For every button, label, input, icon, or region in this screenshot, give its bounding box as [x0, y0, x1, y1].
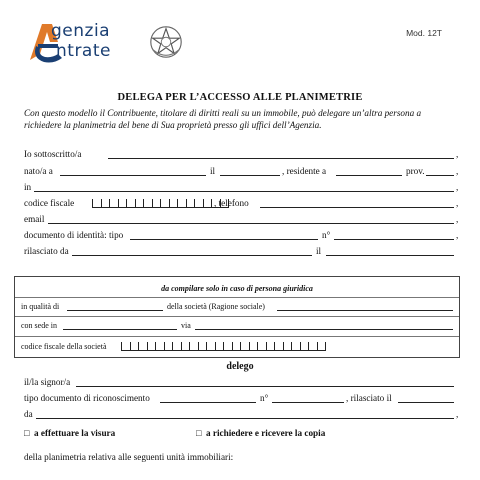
agenzia-entrate-logo [28, 20, 156, 64]
label-copia: a richiedere e ricevere la copia [206, 428, 326, 438]
row-codice-fiscale: codice fiscale , telefono , [24, 198, 459, 208]
separator [15, 336, 459, 337]
row-delegato-da: da , [24, 409, 459, 419]
persona-giuridica-box [14, 276, 460, 358]
label-il-rilascio: il [316, 246, 322, 256]
label-codice-fiscale: codice fiscale [24, 198, 75, 208]
row-delegato-documento [24, 393, 460, 405]
label-tipo-documento: tipo documento di riconoscimento [24, 393, 150, 403]
row-planimetria [24, 452, 460, 464]
label-rilasciato-il: , rilasciato il [346, 393, 392, 403]
page-title: DELEGA PER L’ACCESSO ALLE PLANIMETRIE [117, 92, 363, 103]
visura-checkbox[interactable]: □ [24, 428, 30, 438]
rilasciato-da-field[interactable] [72, 246, 312, 256]
label-in: in [24, 182, 32, 192]
label-residente: , residente a [282, 166, 327, 176]
separator [15, 297, 459, 298]
row-opzioni [24, 428, 460, 440]
label-qualita: in qualità di [21, 302, 60, 311]
sede-field[interactable] [63, 321, 177, 330]
copia-checkbox[interactable]: □ [196, 428, 202, 438]
row-documento: documento di identità: tipo n° , [24, 230, 459, 240]
row-qualita [21, 302, 453, 313]
label-planimetria: della planimetria relativa alle seguenti unità immobiliari: [24, 452, 234, 462]
label-prov: prov. [406, 166, 425, 176]
label-cf-societa: codice fiscale della società [21, 342, 107, 351]
row-indirizzo: in , [24, 182, 459, 192]
label-il: il [210, 166, 216, 176]
tipo-documento-field[interactable] [130, 230, 318, 240]
intro-text: Con questo modello il Contribuente, titolare di diritti reali su un immobile, può delegare un’altra persona a richiedere la planimetria del bene di Sua proprietà presso gli uffici dell’Agenzia. [24, 108, 422, 130]
delegato-data-rilascio-field[interactable] [398, 393, 454, 403]
data-nascita-field[interactable] [220, 166, 280, 176]
provincia-field[interactable] [426, 166, 454, 176]
persona-giuridica-title: da compilare solo in caso di persona giuridica [161, 284, 313, 293]
label-delegato-numero: n° [260, 393, 269, 403]
cf-societa-boxes[interactable] [121, 342, 326, 350]
luogo-nascita-field[interactable] [60, 166, 206, 176]
delego-heading: delego [226, 361, 254, 372]
telefono-field[interactable] [260, 198, 454, 208]
data-rilascio-field[interactable] [326, 246, 454, 256]
codice-fiscale-boxes[interactable] [92, 199, 229, 207]
label-signor: il/la signor/a [24, 377, 71, 387]
row-email: email , [24, 214, 459, 224]
delegato-tipo-documento-field[interactable] [160, 393, 256, 403]
row-rilasciato [24, 246, 460, 258]
label-telefono: , telefono [214, 198, 249, 208]
label-sottoscritto: Io sottoscritto/a [24, 149, 82, 159]
delegato-numero-field[interactable] [272, 393, 344, 403]
label-documento: documento di identità: tipo [24, 230, 124, 240]
logo-line2: ntrate [56, 41, 111, 61]
label-email: email [24, 214, 45, 224]
label-rilasciato-da: rilasciato da [24, 246, 69, 256]
row-delegato [24, 377, 460, 389]
model-code: Mod. 12T [406, 28, 442, 38]
separator [15, 316, 459, 317]
delegato-nome-field[interactable] [76, 377, 454, 387]
italian-republic-emblem-icon [147, 23, 185, 61]
label-da: da [24, 409, 33, 419]
label-nato: nato/a a [24, 166, 53, 176]
via-field[interactable] [195, 321, 453, 330]
residenza-field[interactable] [336, 166, 402, 176]
label-sede: con sede in [21, 321, 57, 330]
row-sottoscritto: Io sottoscritto/a , [24, 149, 459, 159]
email-field[interactable] [48, 214, 454, 224]
numero-documento-field[interactable] [334, 230, 454, 240]
sottoscritto-field[interactable] [108, 149, 454, 159]
ragione-sociale-field[interactable] [277, 302, 453, 311]
label-societa: della società (Ragione sociale) [167, 302, 265, 311]
row-sede [21, 321, 453, 332]
label-visura: a effettuare la visura [34, 428, 116, 438]
logo-line1: genzia [51, 21, 111, 41]
delegato-rilasciato-da-field[interactable] [36, 409, 454, 419]
row-nascita: nato/a a il , residente a prov. , [24, 166, 459, 176]
label-via: via [181, 321, 191, 330]
label-numero: n° [322, 230, 331, 240]
qualita-field[interactable] [67, 302, 163, 311]
row-cf-societa [21, 342, 453, 353]
indirizzo-field[interactable] [34, 182, 454, 192]
